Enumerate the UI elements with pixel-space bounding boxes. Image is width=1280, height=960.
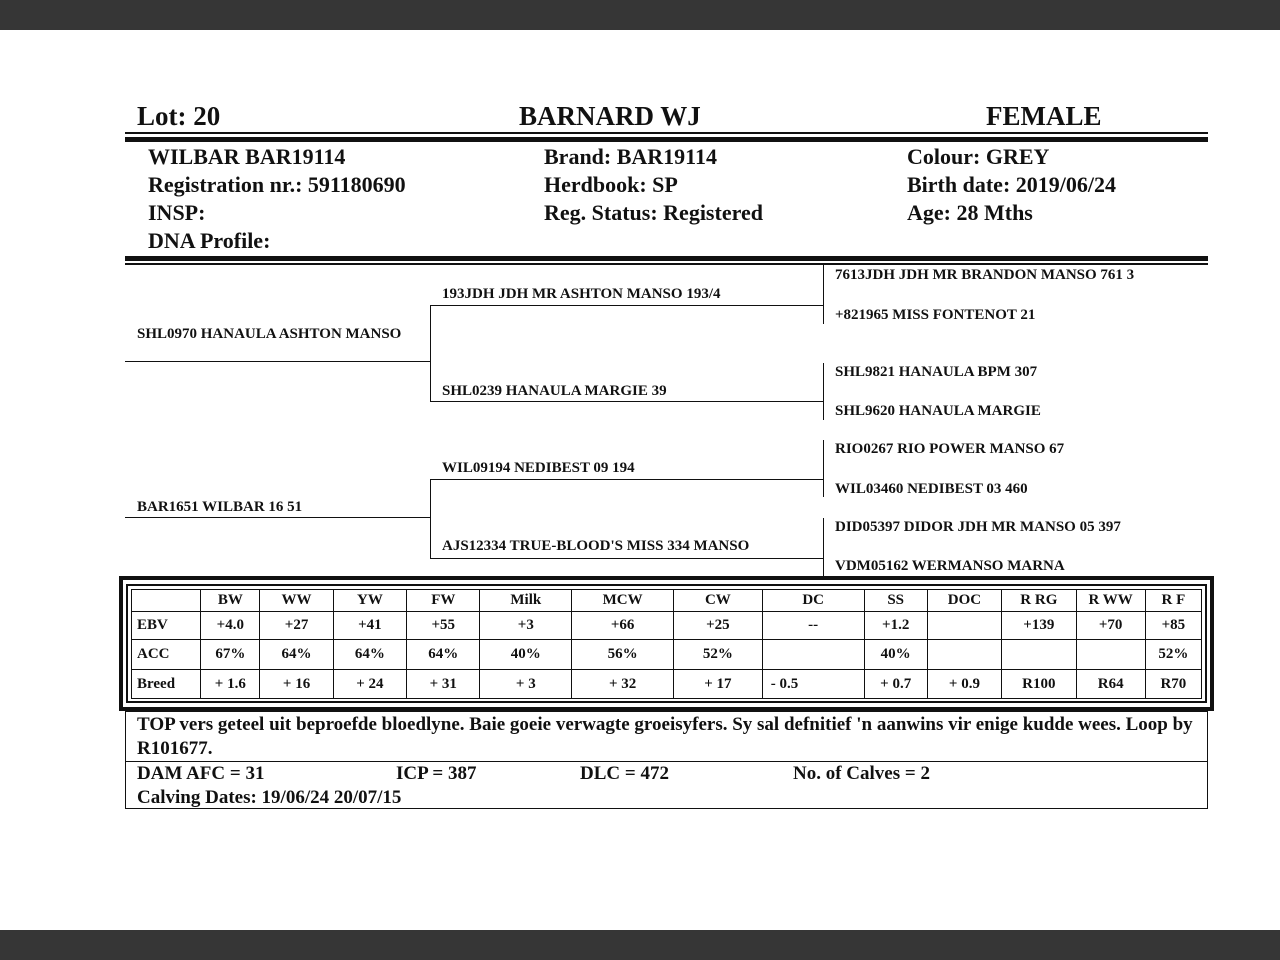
gen3-ancestor: RIO0267 RIO POWER MANSO 67 (835, 441, 1065, 457)
gen3-ancestor: WIL03460 NEDIBEST 03 460 (835, 481, 1028, 497)
animal-sex: FEMALE (986, 101, 1102, 131)
sire-line (125, 361, 430, 362)
column-header: CW (674, 590, 763, 612)
table-cell: + 24 (333, 670, 406, 699)
icp: ICP = 387 (396, 763, 477, 784)
table-cell: + 17 (674, 670, 763, 699)
table-cell: R70 (1145, 670, 1201, 699)
table-cell: 64% (333, 640, 406, 670)
age: Age: 28 Mths (907, 200, 1033, 225)
dam-name: BAR1651 WILBAR 16 51 (137, 499, 303, 515)
header-rule-thin (125, 132, 1208, 134)
column-header: YW (333, 590, 406, 612)
number-of-calves: No. of Calves = 2 (793, 763, 930, 784)
table-cell: + 16 (260, 670, 333, 699)
table-cell: -- (762, 612, 864, 640)
header-rule-thick (125, 137, 1208, 142)
table-cell: 40% (864, 640, 927, 670)
sire-sire-name: 193JDH JDH MR ASHTON MANSO 193/4 (442, 286, 721, 302)
column-header (132, 590, 201, 612)
dam-afc: DAM AFC = 31 (137, 763, 265, 784)
herdbook: Herdbook: SP (544, 172, 678, 197)
table-cell: +139 (1002, 612, 1076, 640)
gen3-bracket-4 (823, 518, 824, 576)
dam-dam-line (430, 558, 823, 559)
table-cell: + 0.7 (864, 670, 927, 699)
column-header: Milk (480, 590, 572, 612)
table-cell (927, 640, 1001, 670)
remarks-separator (126, 761, 1207, 762)
table-cell: + 3 (480, 670, 572, 699)
sire-dam-name: SHL0239 HANAULA MARGIE 39 (442, 383, 667, 399)
sire-dam-line (430, 401, 823, 402)
table-cell: +3 (480, 612, 572, 640)
table-cell (927, 612, 1001, 640)
remarks-text: TOP vers geteel uit beproefde bloedlyne. Baie goeie verwagte groeisyfers. Sy sal defnitief 'n aanwins vir enige kudde wees. Loop by R101677. (137, 714, 1193, 759)
table-cell: +66 (572, 612, 674, 640)
table-cell: +25 (674, 612, 763, 640)
table-cell: 64% (260, 640, 333, 670)
top-frame-bar (0, 0, 1280, 30)
table-cell: 40% (480, 640, 572, 670)
colour: Colour: GREY (907, 144, 1050, 169)
dam-line (125, 517, 430, 518)
breed-row (132, 670, 1202, 699)
gen3-bracket-2 (823, 363, 824, 420)
table-cell: 67% (201, 640, 260, 670)
column-header: DOC (927, 590, 1001, 612)
breeder-name: BARNARD WJ (519, 101, 701, 131)
table-cell (762, 640, 864, 670)
dam-sire-line (430, 479, 823, 480)
sire-sire-line (430, 305, 823, 306)
column-header: FW (407, 590, 480, 612)
remarks-box (125, 711, 1208, 809)
gen3-ancestor: +821965 MISS FONTENOT 21 (835, 307, 1036, 323)
table-cell: + 31 (407, 670, 480, 699)
table-cell (1002, 640, 1076, 670)
column-header: MCW (572, 590, 674, 612)
gen3-ancestor: 7613JDH JDH MR BRANDON MANSO 761 3 (835, 267, 1135, 283)
column-header: R RG (1002, 590, 1076, 612)
ebv-table (131, 589, 1202, 699)
table-cell: - 0.5 (762, 670, 864, 699)
ebv-header-row (132, 590, 1202, 612)
table-cell: 52% (1145, 640, 1201, 670)
table-cell: +1.2 (864, 612, 927, 640)
insp-label: INSP: (148, 200, 206, 225)
birth-date: Birth date: 2019/06/24 (907, 172, 1116, 197)
ebv-row (132, 612, 1202, 640)
column-header: BW (201, 590, 260, 612)
gen3-ancestor: DID05397 DIDOR JDH MR MANSO 05 397 (835, 519, 1121, 535)
animal-name: WILBAR BAR19114 (148, 144, 346, 169)
column-header: DC (762, 590, 864, 612)
table-cell: + 32 (572, 670, 674, 699)
dam-dam-name: AJS12334 TRUE-BLOOD'S MISS 334 MANSO (442, 538, 750, 554)
row-label: Breed (132, 670, 201, 699)
registration-status: Reg. Status: Registered (544, 200, 763, 225)
row-label: EBV (132, 612, 201, 640)
gen3-bracket-3 (823, 440, 824, 497)
table-cell: 56% (572, 640, 674, 670)
table-cell (1076, 640, 1145, 670)
table-cell: +27 (260, 612, 333, 640)
table-cell: +4.0 (201, 612, 260, 640)
table-cell: 52% (674, 640, 763, 670)
sire-name: SHL0970 HANAULA ASHTON MANSO (137, 326, 402, 342)
column-header: R WW (1076, 590, 1145, 612)
sire-bracket (430, 305, 431, 402)
table-cell: +55 (407, 612, 480, 640)
lot-number: Lot: 20 (137, 101, 221, 131)
info-rule-thick (125, 256, 1208, 261)
calving-dates: Calving Dates: 19/06/24 20/07/15 (137, 787, 402, 808)
table-cell: 64% (407, 640, 480, 670)
column-header: R F (1145, 590, 1201, 612)
table-cell: +85 (1145, 612, 1201, 640)
gen3-ancestor: SHL9821 HANAULA BPM 307 (835, 364, 1038, 380)
column-header: WW (260, 590, 333, 612)
dlc: DLC = 472 (580, 763, 669, 784)
dam-sire-name: WIL09194 NEDIBEST 09 194 (442, 460, 635, 476)
gen3-ancestor: SHL9620 HANAULA MARGIE (835, 403, 1041, 419)
bottom-frame-bar (0, 930, 1280, 960)
column-header: SS (864, 590, 927, 612)
acc-row (132, 640, 1202, 670)
registration-number: Registration nr.: 591180690 (148, 172, 406, 197)
table-cell: + 0.9 (927, 670, 1001, 699)
gen3-bracket-1 (823, 265, 824, 324)
row-label: ACC (132, 640, 201, 670)
info-rule-thin (125, 263, 1208, 265)
gen3-ancestor: VDM05162 WERMANSO MARNA (835, 558, 1065, 574)
table-cell: R100 (1002, 670, 1076, 699)
brand: Brand: BAR19114 (544, 144, 717, 169)
dna-profile-label: DNA Profile: (148, 228, 271, 253)
table-cell: + 1.6 (201, 670, 260, 699)
dam-bracket (430, 479, 431, 559)
table-cell: R64 (1076, 670, 1145, 699)
table-cell: +70 (1076, 612, 1145, 640)
table-cell: +41 (333, 612, 406, 640)
